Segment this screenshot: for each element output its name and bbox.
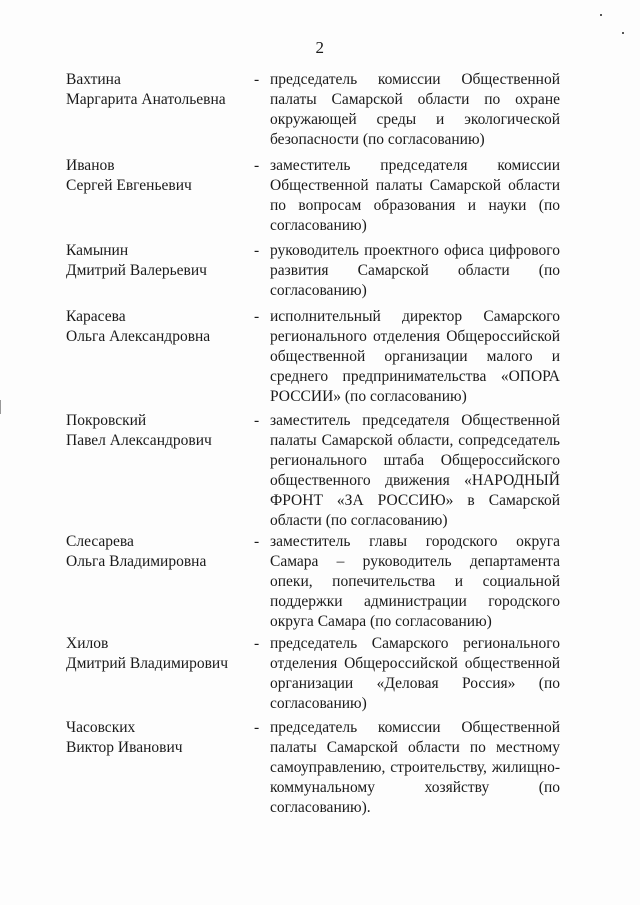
scan-speck (622, 32, 624, 34)
separator-dash: - (254, 635, 260, 652)
member-name (66, 156, 246, 196)
separator-dash: - (254, 157, 260, 174)
separator-dash: - (254, 719, 260, 736)
member-surname: Камынин (66, 242, 129, 259)
member-surname: Вахтина (66, 71, 121, 88)
member-surname: Карасева (66, 308, 126, 325)
member-given-names: Ольга Александровна (66, 328, 211, 345)
member-given-names: Павел Александрович (66, 432, 212, 449)
member-role: председатель комиссии Общественной палаты Самарской области по охране окружающей среды и экологической безопасности (по согласованию) (270, 71, 560, 148)
member-given-names: Сергей Евгеньевич (66, 177, 192, 194)
member-role: заместитель председателя Общественной палаты Самарской области, сопредседатель регионального штаба Общероссийского общественного движения «НАРОДНЫЙ ФРОНТ «ЗА РОССИЮ» в Самарской области (по согласованию) (270, 412, 560, 529)
member-name (66, 411, 246, 451)
member-given-names: Ольга Владимировна (66, 553, 207, 570)
member-surname: Иванов (66, 157, 115, 174)
member-name (66, 532, 246, 572)
member-surname: Слесарева (66, 533, 134, 550)
member-name (66, 634, 246, 674)
scan-edge-mark (0, 400, 1, 414)
member-surname: Покровский (66, 412, 147, 429)
scan-speck (600, 14, 602, 16)
separator-dash: - (254, 71, 260, 88)
member-role: руководитель проектного офиса цифрового развития Самарской области (по согласованию) (270, 242, 560, 299)
member-role: заместитель председателя комиссии Общественной палаты Самарской области по вопросам образования и науки (по согласованию) (270, 157, 560, 234)
separator-dash: - (254, 533, 260, 550)
member-given-names: Дмитрий Владимирович (66, 655, 229, 672)
member-role: председатель Самарского регионального отделения Общероссийской общественной организации «Деловая Россия» (по согласованию) (270, 635, 560, 712)
page-number: 2 (315, 38, 325, 57)
member-given-names: Маргарита Анатольевна (66, 91, 226, 108)
member-name (66, 307, 246, 347)
member-given-names: Виктор Иванович (66, 739, 183, 756)
member-surname: Хилов (66, 635, 109, 652)
member-role: исполнительный директор Самарского регионального отделения Общероссийской общественной организации малого и среднего предпринимательства «ОПОРА РОССИИ» (по согласованию) (270, 308, 560, 405)
separator-dash: - (254, 308, 260, 325)
separator-dash: - (254, 412, 260, 429)
member-role: председатель комиссии Общественной палаты Самарской области по местному самоуправлению, строительству, жилищно-коммунальному хозяйству (по согласованию). (270, 719, 560, 816)
member-name (66, 241, 246, 281)
member-name (66, 718, 246, 758)
member-surname: Часовских (66, 719, 136, 736)
member-name (66, 70, 246, 110)
separator-dash: - (254, 242, 260, 259)
member-given-names: Дмитрий Валерьевич (66, 262, 207, 279)
member-role: заместитель главы городского округа Самара – руководитель департамента опеки, попечительства и социальной поддержки администрации городского округа Самара (по согласованию) (270, 533, 560, 630)
